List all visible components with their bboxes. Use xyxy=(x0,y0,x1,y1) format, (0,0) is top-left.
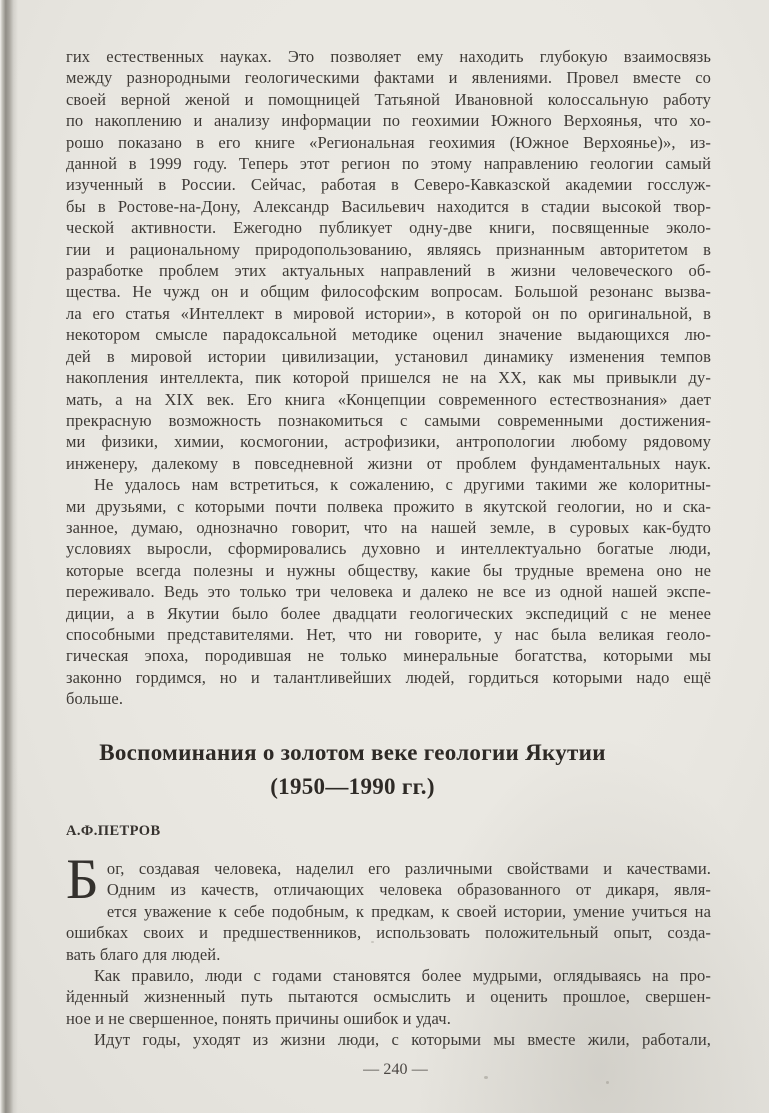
text-line: условиях выросли, сформировались духовно и интеллектуально богатые люди, xyxy=(66,539,711,559)
text-line: ла его статья «Интеллект в мировой истории», в которой он по оригинальной, в xyxy=(66,303,711,323)
text-line: изученный в России. Сейчас, работая в Северо-Кавказской академии госслуж- xyxy=(66,175,711,195)
top-paragraphs xyxy=(66,46,711,710)
text-line: по накоплению и анализу информации по геохимии Южного Верхоянья, что хо- xyxy=(66,111,711,131)
text-line: гих естественных науках. Это позволяет ему находить глубокую взаимосвязь xyxy=(66,47,711,66)
text-line: некотором смысле парадоксальной методике оценил значение выдающихся лю- xyxy=(66,325,711,345)
text-line: ческой активности. Ежегодно публикует одну-две книги, посвященные эколо- xyxy=(66,218,711,238)
chapter-title xyxy=(66,736,639,804)
text-line: данной в 1999 году. Теперь этот регион по этому направлению геологии самый xyxy=(66,154,711,174)
paragraph xyxy=(66,1029,711,1050)
text-line: ное и не свершенное, понять причины ошибок и удач. xyxy=(66,1008,451,1028)
paragraph xyxy=(66,848,711,965)
text-line: накопления интеллекта, пик которой пришелся не на XX, как мы привыкли ду- xyxy=(66,368,711,388)
scan-edge-shadow xyxy=(0,0,18,1113)
text-line: ми физики, химии, космогонии, астрофизики, антропологии любому рядовому xyxy=(66,432,711,452)
text-line: Как правило, люди с годами становятся более мудрыми, оглядываясь на про- xyxy=(94,966,711,986)
text-line: прекрасную возможность познакомиться с самыми современными достижения- xyxy=(66,410,711,430)
text-line: способными представителями. Нет, что ни говорите, у нас была великая геоло- xyxy=(66,624,711,644)
text-line: щества. Не чужд он и общим философским вопросам. Большой резонанс вызва- xyxy=(66,282,711,302)
text-line: ошибках своих и предшественников, использовать положительный опыт, созда- xyxy=(66,923,711,943)
paragraph xyxy=(66,474,711,709)
text-line: инженеру, далекому в повседневной жизни от проблем фундаментальных наук. xyxy=(66,453,711,473)
scan-speckle xyxy=(606,1081,609,1084)
text-line: которые всегда полезны и нужны обществу, какие бы трудные времена оно не xyxy=(66,560,711,580)
text-line: дей в мировой истории цивилизации, установил динамику изменения темпов xyxy=(66,346,711,366)
text-line: диции, а в Якутии было более двадцати геологических экспедиций с не менее xyxy=(66,603,711,623)
text-line: гии и рациональному природопользованию, являясь признанным авторитетом в xyxy=(66,239,711,259)
page-number: — 240 — xyxy=(363,1060,428,1078)
text-line: законно гордимся, но и талантливейших людей, гордиться которыми надо ещё xyxy=(66,667,711,687)
text-line: мать, а на XIX век. Его книга «Концепции современного естествознания» дает xyxy=(66,389,711,409)
paragraph xyxy=(66,965,711,1029)
text-line: между разнородными геологическими фактами и явлениями. Провел вместе со xyxy=(66,68,711,88)
text-line: йденный жизненный путь пытаются осмыслить и оценить прошлое, свершен- xyxy=(66,987,711,1007)
author-name: А.Ф.ПЕТРОВ xyxy=(66,822,161,839)
text-line: Идут годы, уходят из жизни люди, с которыми мы вместе жили, работали, xyxy=(94,1030,711,1050)
text-block xyxy=(66,46,711,1080)
text-line: своей верной женой и помощницей Татьяной Ивановной колоссальную работу xyxy=(66,89,711,109)
paragraph xyxy=(66,46,711,474)
text-line: занное, думаю, однозначно говорит, что на нашей земле, в суровых как-будто xyxy=(66,517,711,537)
text-line: ется уважение к себе подобным, к предкам, к своей истории, умение учиться на xyxy=(106,901,711,921)
text-line: бы в Ростове-на-Дону, Александр Васильевич находится в стадии высокой твор- xyxy=(66,196,711,216)
chapter-title-line1: Воспоминания о золотом веке геологии Якутии xyxy=(99,739,606,765)
text-line: вать благо для людей. xyxy=(66,944,221,964)
text-line: ог, создавая человека, наделил его различными свойствами и качествами. xyxy=(106,859,711,878)
text-line: ми друзьями, с которыми почти полвека прожито в якутской геологии, но и ска- xyxy=(66,496,711,516)
text-line: гическая эпоха, породившая не только минеральные богатства, которыми мы xyxy=(66,646,711,666)
text-line: переживало. Ведь это только три человека и далеко не все из одной нашей экспе- xyxy=(66,582,711,602)
drop-cap: Б xyxy=(66,848,99,911)
chapter-title-line2: (1950—1990 гг.) xyxy=(270,773,435,799)
text-line: рошо показано в его книге «Региональная геохимия (Южное Верхоянье)», из- xyxy=(66,132,711,152)
bottom-paragraphs xyxy=(66,848,711,1051)
text-line: разработке проблем этих актуальных направлений в жизни человеческого об- xyxy=(66,261,711,281)
text-line: Одним из качеств, отличающих человека образованного от дикаря, явля- xyxy=(106,880,711,900)
text-line: Не удалось нам встретиться, к сожалению, с другими такими же колоритны- xyxy=(94,475,711,495)
text-line: больше. xyxy=(66,689,124,709)
